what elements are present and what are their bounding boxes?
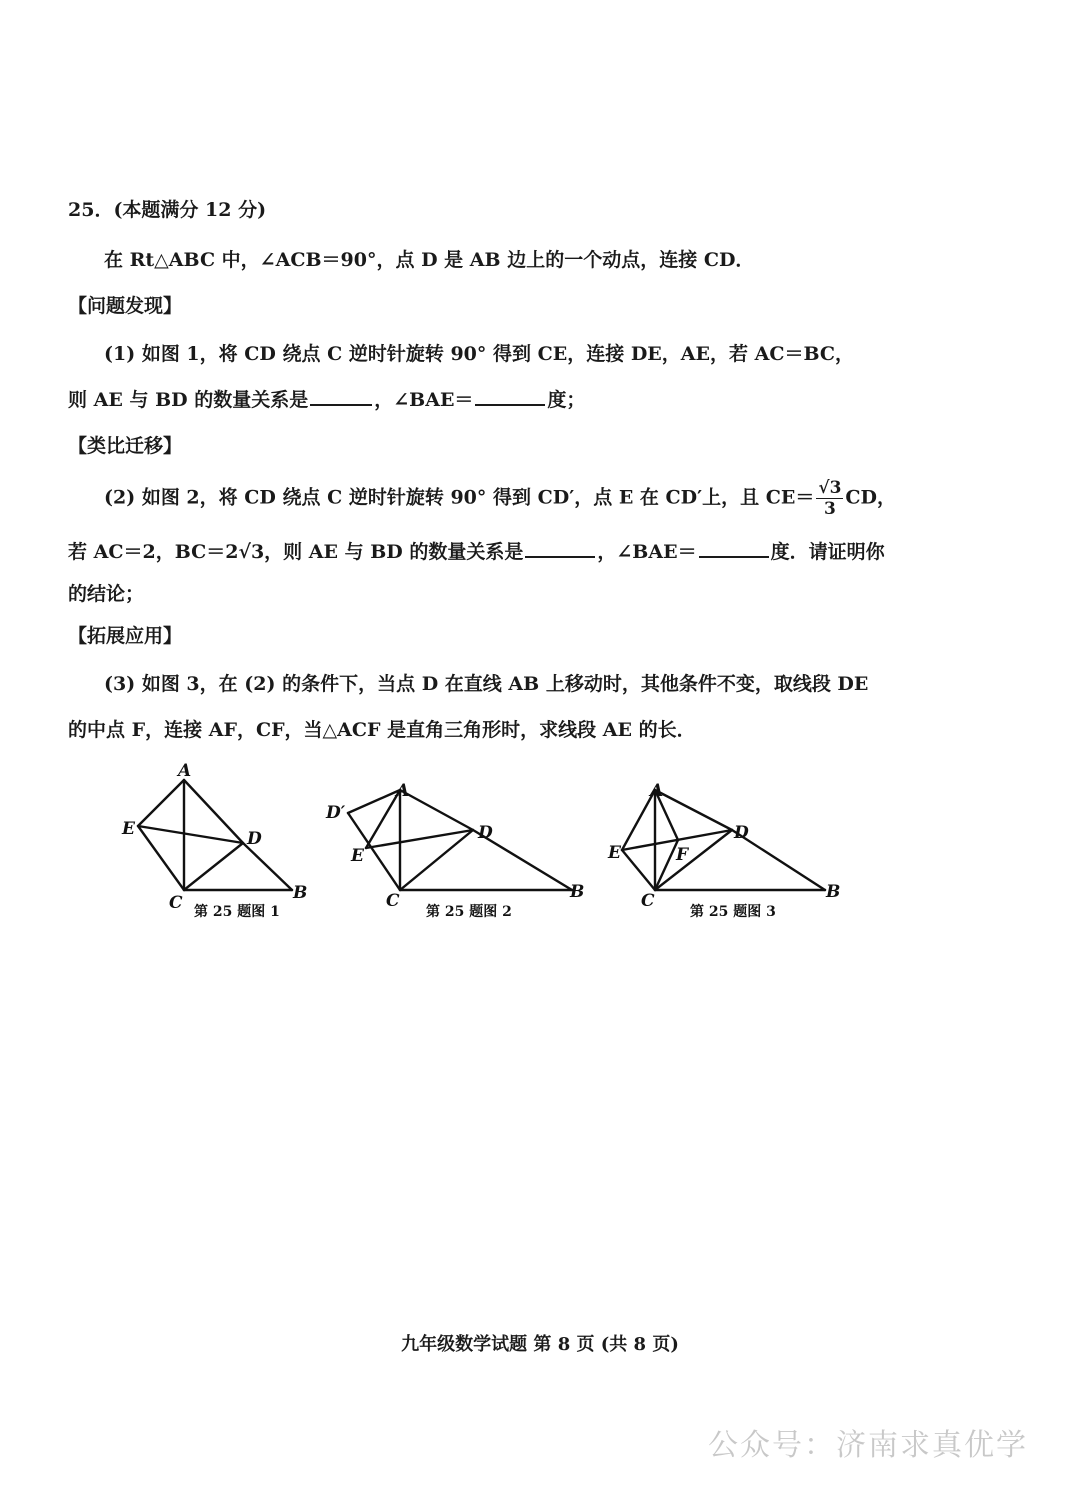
fig2-label-b: B: [570, 882, 585, 902]
part1-question-text-c: 度；: [547, 389, 586, 411]
page-footer: 九年级数学试题 第 8 页 (共 8 页): [401, 1334, 679, 1355]
fig1-caption: 第 25 题图 1: [194, 904, 280, 920]
part1-question-text-b: ，∠BAE＝: [374, 389, 474, 411]
fig1-label-e: E: [122, 819, 135, 839]
part1-text: (1) 如图 1，将 CD 绕点 C 逆时针旋转 90° 得到 CE，连接 DE，AE，若 AC＝BC，: [104, 343, 855, 365]
fraction: [816, 478, 843, 519]
fig3-label-b: B: [826, 882, 841, 902]
part2-question-text-a: 若 AC＝2，BC＝2√3，则 AE 与 BD 的数量关系是: [68, 541, 524, 563]
answer-blank[interactable]: [699, 538, 769, 558]
fig2-label-e: E: [351, 846, 364, 866]
fig3-label-a: A: [650, 781, 664, 801]
part1-question: [68, 386, 968, 414]
watermark-text: 公众号：济南求真优学: [708, 1428, 1028, 1463]
part1-question-text-a: 则 AE 与 BD 的数量关系是: [68, 389, 309, 411]
fig3-label-c: C: [641, 891, 655, 911]
figures-row: [100, 760, 880, 930]
fig3-label-d: D: [734, 823, 749, 843]
fig3-label-e: E: [608, 843, 621, 863]
answer-blank[interactable]: [310, 386, 372, 406]
figure-3: [622, 790, 825, 890]
fig3-label-f: F: [676, 845, 689, 865]
fig2-label-dprime: D′: [326, 803, 346, 823]
fig1-label-a: A: [178, 761, 192, 781]
figure-2: [348, 790, 572, 890]
question-intro: 在 Rt△ABC 中，∠ACB＝90°，点 D 是 AB 边上的一个动点，连接 CD．: [104, 249, 755, 271]
answer-blank[interactable]: [525, 538, 595, 558]
fraction-denominator: 3: [823, 499, 836, 519]
answer-blank[interactable]: [475, 386, 545, 406]
part2-question-text-c: 度．请证明你: [770, 541, 885, 563]
part2-question: [68, 538, 968, 566]
part2-question-text-b: ，∠BAE＝: [597, 541, 697, 563]
part2-text-b: CD，: [845, 486, 897, 509]
fraction-numerator: √3: [818, 478, 842, 498]
fig2-label-c: C: [386, 891, 400, 911]
fig2-caption: 第 25 题图 2: [426, 904, 512, 920]
part3-question: 的中点 F，连接 AF，CF，当△ACF 是直角三角形时，求线段 AE 的长．: [68, 719, 696, 741]
fig1-label-c: C: [169, 893, 183, 913]
section-heading-discovery: 【问题发现】: [68, 295, 183, 317]
question-title: 25．(本题满分 12 分): [68, 199, 267, 221]
part2-text-a: (2) 如图 2，将 CD 绕点 C 逆时针旋转 90° 得到 CD′，点 E 在 CD′上，且 CE＝: [104, 486, 815, 509]
section-heading-analogy: 【类比迁移】: [68, 435, 183, 457]
fig2-label-a: A: [396, 781, 410, 801]
geometry-figures: [100, 760, 880, 930]
fig1-label-d: D: [247, 829, 262, 849]
fig1-label-b: B: [293, 883, 308, 903]
fig2-label-d: D: [478, 823, 493, 843]
part3-text: (3) 如图 3，在 (2) 的条件下，当点 D 在直线 AB 上移动时，其他条件不变，取线段 DE: [104, 673, 869, 695]
fig3-caption: 第 25 题图 3: [690, 904, 776, 920]
part2-conclusion: 的结论；: [68, 583, 145, 605]
section-heading-application: 【拓展应用】: [68, 625, 183, 647]
figure-1: [138, 780, 292, 890]
part2-text: [104, 478, 1004, 519]
